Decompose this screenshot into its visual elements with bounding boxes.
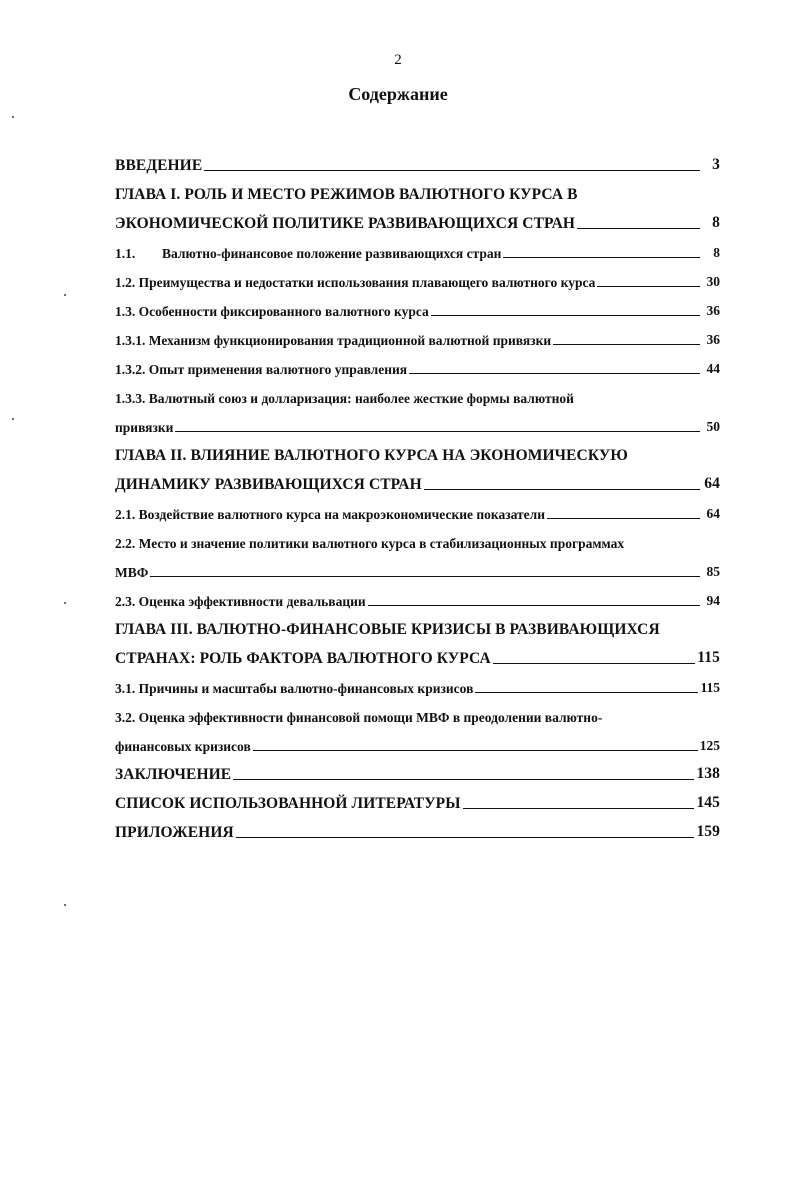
toc-entry-label: 1.2. Преимущества и недостатки использования плавающего валютного курса [115,275,596,290]
toc-entry-label: ГЛАВА III. ВАЛЮТНО-ФИНАНСОВЫЕ КРИЗИСЫ В РАЗВИВАЮЩИХСЯ [115,621,660,638]
toc-entry-page: 125 [699,738,720,753]
toc-leader-line [424,489,700,490]
toc-section-entry [115,349,720,378]
toc-section-entry [115,668,720,697]
toc-entry-page: 115 [697,649,720,666]
toc-entry-page: 64 [706,506,720,521]
toc-leader-line [409,373,700,374]
toc-entry-label: ЭКОНОМИЧЕСКОЙ ПОЛИТИКЕ РАЗВИВАЮЩИХСЯ СТРАН [115,215,576,232]
page-number: 2 [394,52,402,68]
toc-leader-line [150,576,700,577]
scan-speck [64,294,66,296]
toc-entry-label: ПРИЛОЖЕНИЯ [115,824,234,841]
scan-speck [12,116,14,118]
toc-chapter-entry [115,204,720,233]
toc-entry-label: 1.3. Особенности фиксированного валютного курса [115,304,429,319]
toc-chapter-entry [115,465,720,494]
toc-leader-line [475,692,698,693]
toc-section-entry [115,262,720,291]
toc-chapter-entry [115,610,720,639]
toc-entry-page: 36 [706,332,720,347]
toc-entry-page: 8 [712,214,720,231]
toc-section-entry [115,320,720,349]
toc-leader-line [431,315,700,316]
toc-entry-page: 159 [696,823,720,840]
toc-entry-page: 36 [706,303,720,318]
toc-entry-label: СТРАНАХ: РОЛЬ ФАКТОРА ВАЛЮТНОГО КУРСА [115,650,491,667]
page-title: Содержание [348,84,448,104]
toc-entry-page: 145 [696,794,720,811]
toc-leader-line [553,344,700,345]
toc-entry-number: 1.1. [115,246,136,261]
toc-section-entry [115,552,720,581]
toc-entry-label: 2.3. Оценка эффективности девальвации [115,594,366,609]
toc-entry-label: 3.2. Оценка эффективности финансовой помощи МВФ в преодолении валютно- [115,710,603,725]
toc-chapter-entry [115,639,720,668]
toc-entry-page: 8 [713,245,720,260]
toc-entry-label: 1.3.1. Механизм функционирования традиционной валютной привязки [115,333,552,348]
toc-entry-label: 2.2. Место и значение политики валютного курса в стабилизационных программах [115,536,625,551]
toc-entry-page: 138 [696,765,720,782]
toc-leader-line [547,518,700,519]
toc-leader-line [597,286,700,287]
toc-chapter-entry [115,813,720,842]
toc-leader-line [175,431,700,432]
toc-section-entry [115,494,720,523]
toc-entry-label: 1.3.2. Опыт применения валютного управления [115,362,408,377]
toc-entry-label: ДИНАМИКУ РАЗВИВАЮЩИХСЯ СТРАН [115,476,422,493]
toc-leader-line [253,750,698,751]
toc-leader-line [463,808,695,809]
toc-entry-label: финансовых кризисов [115,739,251,754]
toc-section-entry [115,523,720,552]
toc-entry-label: 1.3.3. Валютный союз и долларизация: наиболее жесткие формы валютной [115,391,574,406]
toc-entry-label: привязки [115,420,174,435]
toc-leader-line [493,663,695,664]
toc-entry-page: 44 [706,361,720,376]
toc-section-entry [115,407,720,436]
toc-entry-page: 94 [706,593,720,608]
table-of-contents [115,146,720,842]
toc-entry-page: 115 [700,680,720,695]
toc-entry-page: 30 [706,274,720,289]
toc-entry-label: СПИСОК ИСПОЛЬЗОВАННОЙ ЛИТЕРАТУРЫ [115,795,461,812]
toc-chapter-entry [115,146,720,175]
toc-section-entry [115,291,720,320]
toc-leader-line [233,779,694,780]
toc-leader-line [236,837,695,838]
toc-entry-page: 64 [704,475,720,492]
toc-entry-label: 2.1. Воздействие валютного курса на макроэкономические показатели [115,507,546,522]
toc-section-entry [115,233,720,262]
toc-chapter-entry [115,755,720,784]
toc-entry-label: МВФ [115,565,149,580]
toc-section-entry [115,726,720,755]
toc-entry-label: ВВЕДЕНИЕ [115,157,203,174]
toc-chapter-entry [115,175,720,204]
toc-chapter-entry [115,784,720,813]
toc-section-entry [115,378,720,407]
toc-entry-page: 85 [706,564,720,579]
toc-entry-label: 3.1. Причины и масштабы валютно-финансовых кризисов [115,681,474,696]
toc-entry-label: ГЛАВА I. РОЛЬ И МЕСТО РЕЖИМОВ ВАЛЮТНОГО КУРСА В [115,186,578,203]
toc-leader-line [368,605,700,606]
toc-leader-line [204,170,700,171]
toc-leader-line [577,228,700,229]
scan-speck [64,904,66,906]
toc-section-entry [115,581,720,610]
toc-entry-page: 3 [712,156,720,173]
scan-speck [64,602,66,604]
toc-entry-label: Валютно-финансовое положение развивающихся стран [162,246,502,261]
toc-chapter-entry [115,436,720,465]
toc-section-entry [115,697,720,726]
scan-speck [12,418,14,420]
toc-entry-label: ЗАКЛЮЧЕНИЕ [115,766,232,783]
toc-entry-label: ГЛАВА II. ВЛИЯНИЕ ВАЛЮТНОГО КУРСА НА ЭКОНОМИЧЕСКУЮ [115,447,628,464]
toc-entry-page: 50 [706,419,720,434]
toc-leader-line [503,257,700,258]
